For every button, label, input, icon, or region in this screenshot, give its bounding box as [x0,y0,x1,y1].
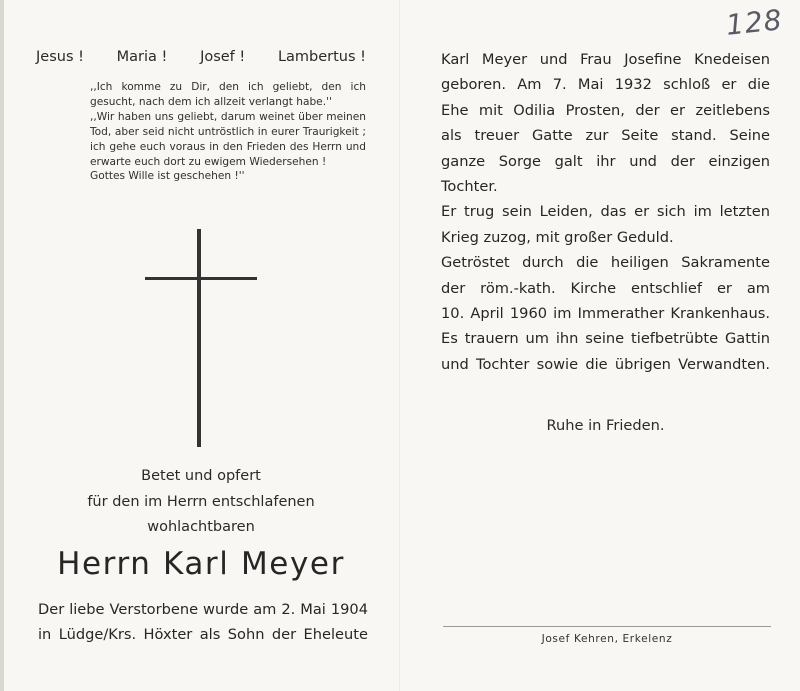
quote-line-2: ,,Wir haben uns geliebt, darum weinet über meinen Tod, aber seid nicht untröstlich in eurer Traurigkeit ; ich gehe euch voraus in den Frieden des Herrn und erwarte euch dort zu ewigem Wiedersehen ! [90,110,366,168]
cross-icon [145,229,257,447]
printer-divider [443,626,771,627]
card-fold [399,0,400,691]
bio-left-line-2: in Lüdge/Krs. Höxter als Sohn der Eheleute [38,626,368,643]
invocation-josef: Josef ! [200,49,246,65]
prayer-line-1: Betet und opfert [141,468,261,484]
invocation-names [36,49,366,65]
handwritten-archive-number: 128 [723,3,784,42]
bio-right-line-13: und Tochter sowie die übrigen Verwandten. [441,355,770,373]
bio-right-line-7: Er trug sein Leiden, das er sich im letzten [441,203,770,221]
printer-credit: Josef Kehren, Erkelenz [541,633,673,645]
bio-right-line-4: als treuer Gatte zur Seite stand. Seine [441,127,770,145]
bio-right-line-9: Getröstet durch die heiligen Sakramente [441,254,770,272]
prayer-line-2: für den im Herrn entschlafenen [87,493,315,510]
invocation-jesus: Jesus ! [36,49,84,65]
prayer-line-3: wohlachtbaren [147,519,255,535]
bio-right-line-6: Tochter. [441,178,498,196]
bio-right-line-12: Es trauern um ihn seine tiefbetrübte Gattin [441,330,770,348]
deceased-name: Herrn Karl Meyer [57,546,345,582]
prayer-text [40,464,362,541]
bio-right-line-5: ganze Sorge galt ihr und der einzigen [441,152,770,170]
bio-right-line-3: Ehe mit Odilia Prosten, der er zeitlebens [441,101,770,119]
biography-left [38,597,368,647]
bio-right-line-2: geboren. Am 7. Mai 1932 schloß er die [441,76,770,94]
card-edge [0,0,4,691]
bio-right-line-11: 10. April 1960 im Immerather Krankenhaus. [441,305,770,323]
bio-right-line-1: Karl Meyer und Frau Josefine Knedeisen [441,51,770,68]
bio-right-line-8: Krieg zuzog, mit großer Geduld. [441,228,674,246]
closing-blessing: Ruhe in Frieden. [546,417,665,434]
invocation-maria: Maria ! [116,49,168,65]
bio-left-line-1: Der liebe Verstorbene wurde am 2. Mai 1904 [38,601,368,618]
quote-line-3: Gottes Wille ist geschehen !'' [90,170,245,183]
invocation-lambertus: Lambertus ! [277,49,366,65]
scripture-quote [90,80,366,184]
bio-right-line-10: der röm.-kath. Kirche entschlief er am [441,279,770,297]
biography-right [441,47,770,377]
quote-line-1: ,,Ich komme zu Dir, den ich geliebt, den ich gesucht, nach dem ich allzeit verlangt habe.'' [90,81,366,108]
